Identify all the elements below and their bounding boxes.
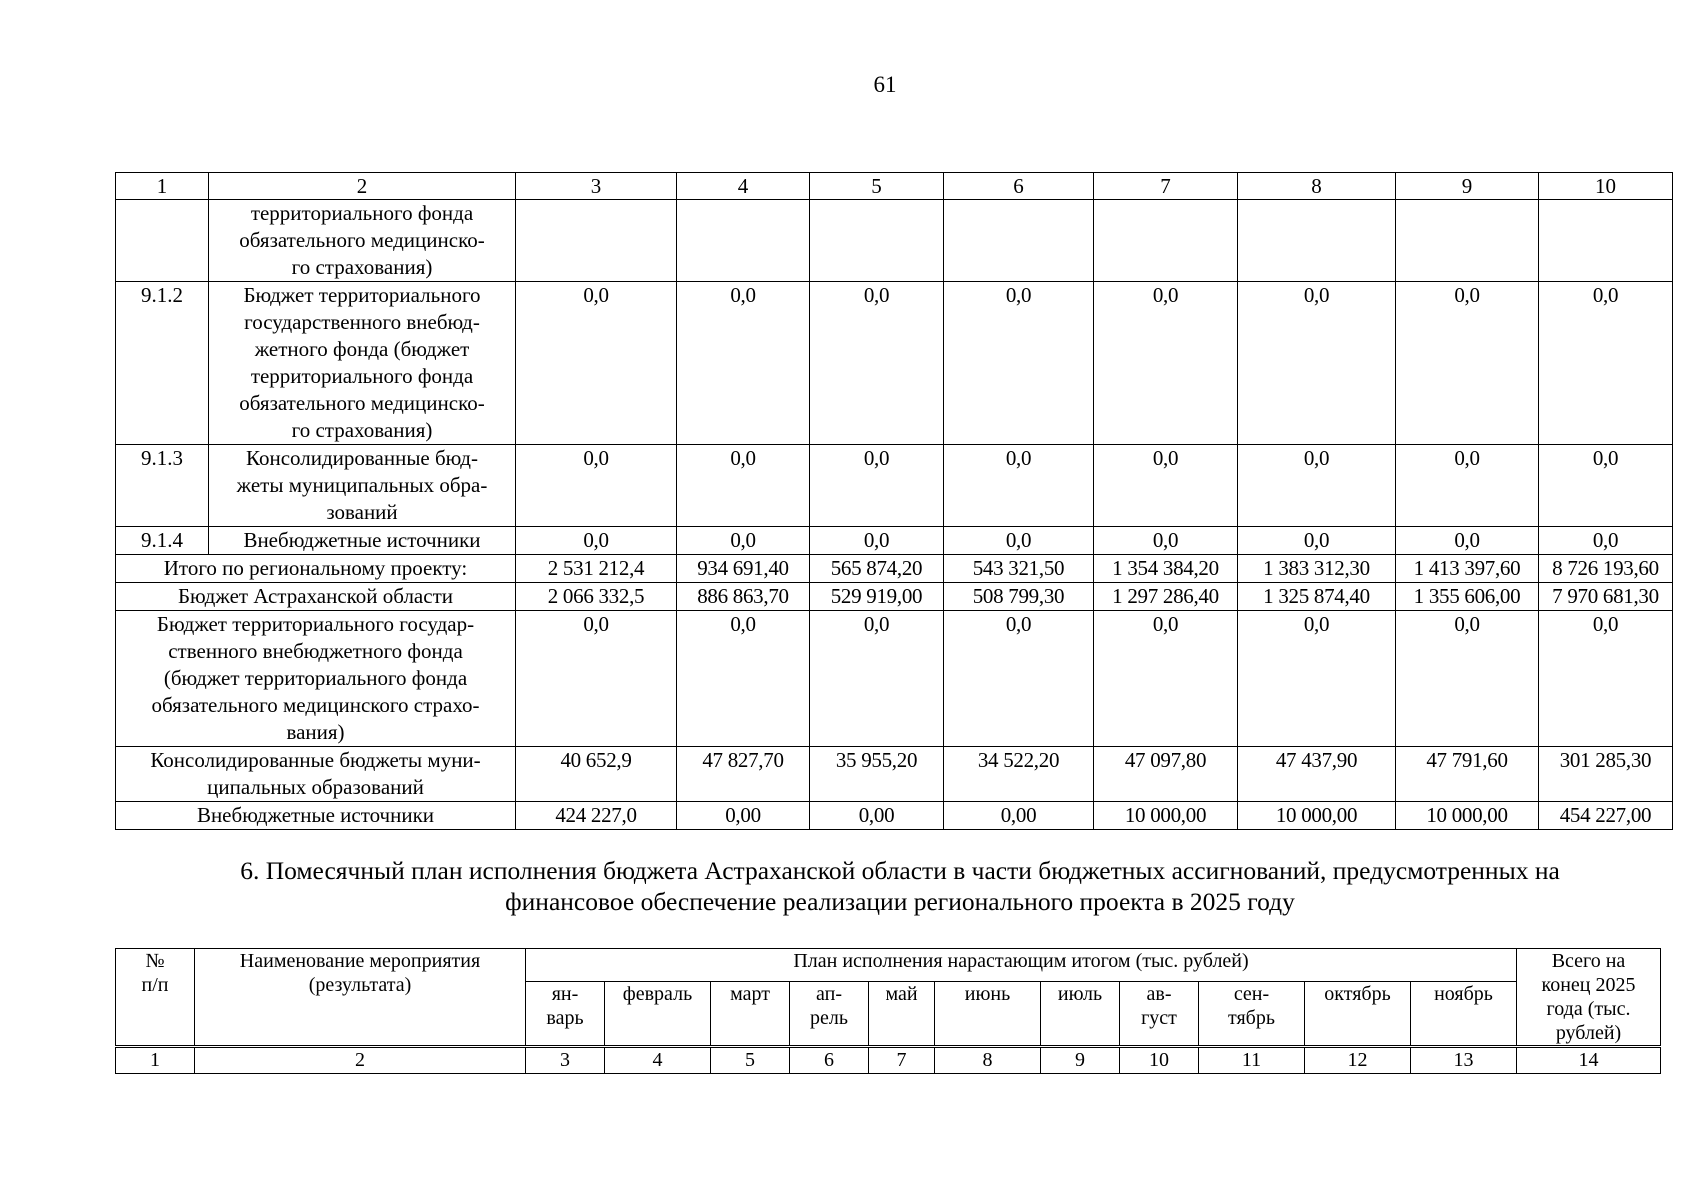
value-cell: 0,0 [944,611,1094,747]
column-number: 7 [1094,173,1238,200]
section-heading-line: финансовое обеспечение реализации регионального проекта в 2025 году [505,887,1295,916]
value-cell [1094,200,1238,282]
summary-name-line: Внебюджетные источники [196,803,435,827]
month-header-line: тябрь [1228,1006,1275,1029]
total-header-line: конец 2025 [1541,974,1636,996]
value-cell: 1 355 606,00 [1396,583,1539,611]
row-name-line: Внебюджетные источники [243,528,481,552]
value-cell: 0,0 [1396,611,1539,747]
summary-name [116,802,516,830]
summary-name-line: ципальных образований [207,775,424,799]
month-header [790,981,869,1046]
value-cell: 1 297 286,40 [1094,583,1238,611]
row-id: 9.1.2 [116,282,209,445]
value-cell [1396,200,1539,282]
value-cell [1238,200,1396,282]
value-cell: 529 919,00 [810,583,944,611]
total-header [1517,949,1661,1047]
table-row [116,282,1673,445]
column-number: 3 [516,173,677,200]
value-cell: 454 227,00 [1539,802,1673,830]
summary-name [116,611,516,747]
summary-row [116,555,1673,583]
page-number: 61 [873,72,897,97]
column-number: 3 [526,1047,605,1074]
value-cell: 1 325 874,40 [1238,583,1396,611]
month-header-line: ноябрь [1434,982,1493,1005]
column-number: 4 [605,1047,711,1074]
table-row [116,445,1673,527]
summary-name-line: Итого по региональному проекту: [163,556,468,580]
row-name-line: Консолидированные бюд- [246,446,478,470]
month-header-line: густ [1141,1006,1177,1029]
value-cell: 1 354 384,20 [1094,555,1238,583]
value-cell: 0,00 [944,802,1094,830]
value-cell: 0,0 [516,527,677,555]
value-cell: 543 321,50 [944,555,1094,583]
value-cell: 0,00 [810,802,944,830]
value-cell: 0,0 [677,527,810,555]
row-name [209,200,516,282]
value-cell: 934 691,40 [677,555,810,583]
column-number: 12 [1305,1047,1411,1074]
summary-name-line: (бюджет территориального фонда [163,666,468,690]
column-number: 2 [209,173,516,200]
month-header [1041,981,1120,1046]
column-number: 1 [116,173,209,200]
row-name-line: жетного фонда (бюджет [254,337,470,361]
column-number: 4 [677,173,810,200]
value-cell: 0,0 [516,282,677,445]
section-heading [140,855,1660,917]
value-cell: 0,0 [1094,527,1238,555]
value-cell: 40 652,9 [516,747,677,802]
summary-name-line: ственного внебюджетного фонда [168,639,463,663]
section-heading-line: 6. Помесячный план исполнения бюджета Астраханской области в части бюджетных ассигнований, предусмотренных на [240,856,1560,885]
value-cell: 0,0 [516,445,677,527]
value-cell: 0,0 [1094,282,1238,445]
month-header-line: март [730,982,770,1005]
total-header-line: года (тыс. [1546,998,1631,1020]
total-header-line: рублей) [1555,1022,1622,1044]
row-name [209,282,516,445]
value-cell: 0,0 [1396,527,1539,555]
value-cell: 47 827,70 [677,747,810,802]
month-header-line: май [885,982,918,1005]
value-cell: 0,0 [1539,282,1673,445]
value-cell: 0,0 [1094,611,1238,747]
value-cell: 424 227,0 [516,802,677,830]
value-cell: 1 413 397,60 [1396,555,1539,583]
value-cell: 0,0 [944,527,1094,555]
value-cell [810,200,944,282]
number-header-line: п/п [141,974,169,996]
summary-name-line: Бюджет Астраханской области [178,584,453,608]
summary-name-line: Консолидированные бюджеты муни- [150,748,481,772]
value-cell: 0,0 [1094,445,1238,527]
month-header-line: ав- [1146,982,1172,1005]
summary-name [116,747,516,802]
column-number: 6 [944,173,1094,200]
month-header-line: ап- [816,982,842,1005]
value-cell: 0,0 [1238,282,1396,445]
row-name-line: зований [326,500,398,524]
month-header-line: февраль [622,982,693,1005]
month-header [605,981,711,1046]
month-header [1120,981,1199,1046]
column-number: 10 [1539,173,1673,200]
row-name-line: обязательного медицинско- [239,228,485,252]
summary-name-line: обязательного медицинского страхо- [151,693,480,717]
monthly-plan-table [115,948,1661,1074]
budget-sources-table [115,172,1673,830]
activity-name-header-line: Наименование мероприятия [239,950,481,972]
value-cell: 0,0 [1238,527,1396,555]
value-cell [516,200,677,282]
value-cell: 10 000,00 [1238,802,1396,830]
month-header [869,981,935,1046]
month-header-line: варь [546,1006,584,1029]
row-name-line: го страхования) [291,418,433,442]
value-cell: 35 955,20 [810,747,944,802]
value-cell: 0,0 [1238,445,1396,527]
row-name-line: территориального фонда [250,201,474,225]
month-header-line: рель [810,1006,848,1029]
value-cell: 0,0 [810,611,944,747]
row-name [209,445,516,527]
summary-name [116,583,516,611]
column-number: 9 [1396,173,1539,200]
total-header-line: Всего на [1551,950,1626,972]
month-header [1305,981,1411,1046]
column-number: 11 [1199,1047,1305,1074]
value-cell: 0,0 [1396,445,1539,527]
value-cell: 7 970 681,30 [1539,583,1673,611]
summary-name [116,555,516,583]
summary-row [116,583,1673,611]
number-header-line: № [145,950,165,972]
value-cell: 0,0 [1539,611,1673,747]
value-cell: 0,0 [810,282,944,445]
row-id [116,200,209,282]
month-header-line: июнь [964,982,1011,1005]
value-cell: 0,0 [944,282,1094,445]
value-cell: 0,0 [516,611,677,747]
column-number: 9 [1041,1047,1120,1074]
column-number: 8 [1238,173,1396,200]
table-row [116,527,1673,555]
month-header [935,981,1041,1046]
month-header [526,981,605,1046]
table-row [116,200,1673,282]
value-cell: 47 791,60 [1396,747,1539,802]
value-cell: 0,0 [810,527,944,555]
column-number-row [116,1047,1661,1074]
value-cell: 0,0 [1539,445,1673,527]
value-cell [677,200,810,282]
plan-header: План исполнения нарастающим итогом (тыс. рублей) [526,949,1517,982]
value-cell: 1 383 312,30 [1238,555,1396,583]
value-cell: 47 437,90 [1238,747,1396,802]
value-cell: 886 863,70 [677,583,810,611]
value-cell: 0,0 [1396,282,1539,445]
column-number: 13 [1411,1047,1517,1074]
month-header-line: июль [1057,982,1103,1005]
row-name-line: жеты муниципальных обра- [236,473,488,497]
value-cell: 0,0 [677,611,810,747]
value-cell: 2 066 332,5 [516,583,677,611]
row-name-line: государственного внебюд- [244,310,480,334]
column-number: 8 [935,1047,1041,1074]
column-number-row [116,173,1673,200]
value-cell: 508 799,30 [944,583,1094,611]
column-number: 5 [810,173,944,200]
summary-row [116,802,1673,830]
value-cell: 0,0 [677,445,810,527]
value-cell [1539,200,1673,282]
row-name-line: обязательного медицинско- [239,391,485,415]
column-number: 14 [1517,1047,1661,1074]
month-header [711,981,790,1046]
value-cell: 8 726 193,60 [1539,555,1673,583]
row-name-line: го страхования) [291,255,433,279]
month-header [1411,981,1517,1046]
month-header-line: октябрь [1324,982,1391,1005]
header-row-1 [116,949,1661,982]
month-header-line: ян- [551,982,579,1005]
value-cell: 10 000,00 [1396,802,1539,830]
activity-name-header-line: (результата) [308,974,412,996]
number-header [116,949,195,1047]
row-id: 9.1.4 [116,527,209,555]
summary-name-line: Бюджет территориального государ- [156,612,475,636]
value-cell: 0,0 [944,445,1094,527]
value-cell: 47 097,80 [1094,747,1238,802]
value-cell: 10 000,00 [1094,802,1238,830]
value-cell: 34 522,20 [944,747,1094,802]
row-name-line: территориального фонда [250,364,474,388]
summary-row [116,611,1673,747]
column-number: 5 [711,1047,790,1074]
value-cell: 565 874,20 [810,555,944,583]
value-cell: 0,00 [677,802,810,830]
value-cell: 0,0 [1238,611,1396,747]
column-number: 2 [195,1047,526,1074]
row-name [209,527,516,555]
activity-name-header [195,949,526,1047]
row-name-line: Бюджет территориального [243,283,481,307]
value-cell: 0,0 [1539,527,1673,555]
summary-row [116,747,1673,802]
column-number: 10 [1120,1047,1199,1074]
value-cell: 301 285,30 [1539,747,1673,802]
month-header [1199,981,1305,1046]
summary-name-line: вания) [286,720,345,744]
value-cell: 0,0 [677,282,810,445]
value-cell [944,200,1094,282]
row-id: 9.1.3 [116,445,209,527]
value-cell: 2 531 212,4 [516,555,677,583]
value-cell: 0,0 [810,445,944,527]
column-number: 6 [790,1047,869,1074]
column-number: 7 [869,1047,935,1074]
column-number: 1 [116,1047,195,1074]
month-header-line: сен- [1233,982,1270,1005]
